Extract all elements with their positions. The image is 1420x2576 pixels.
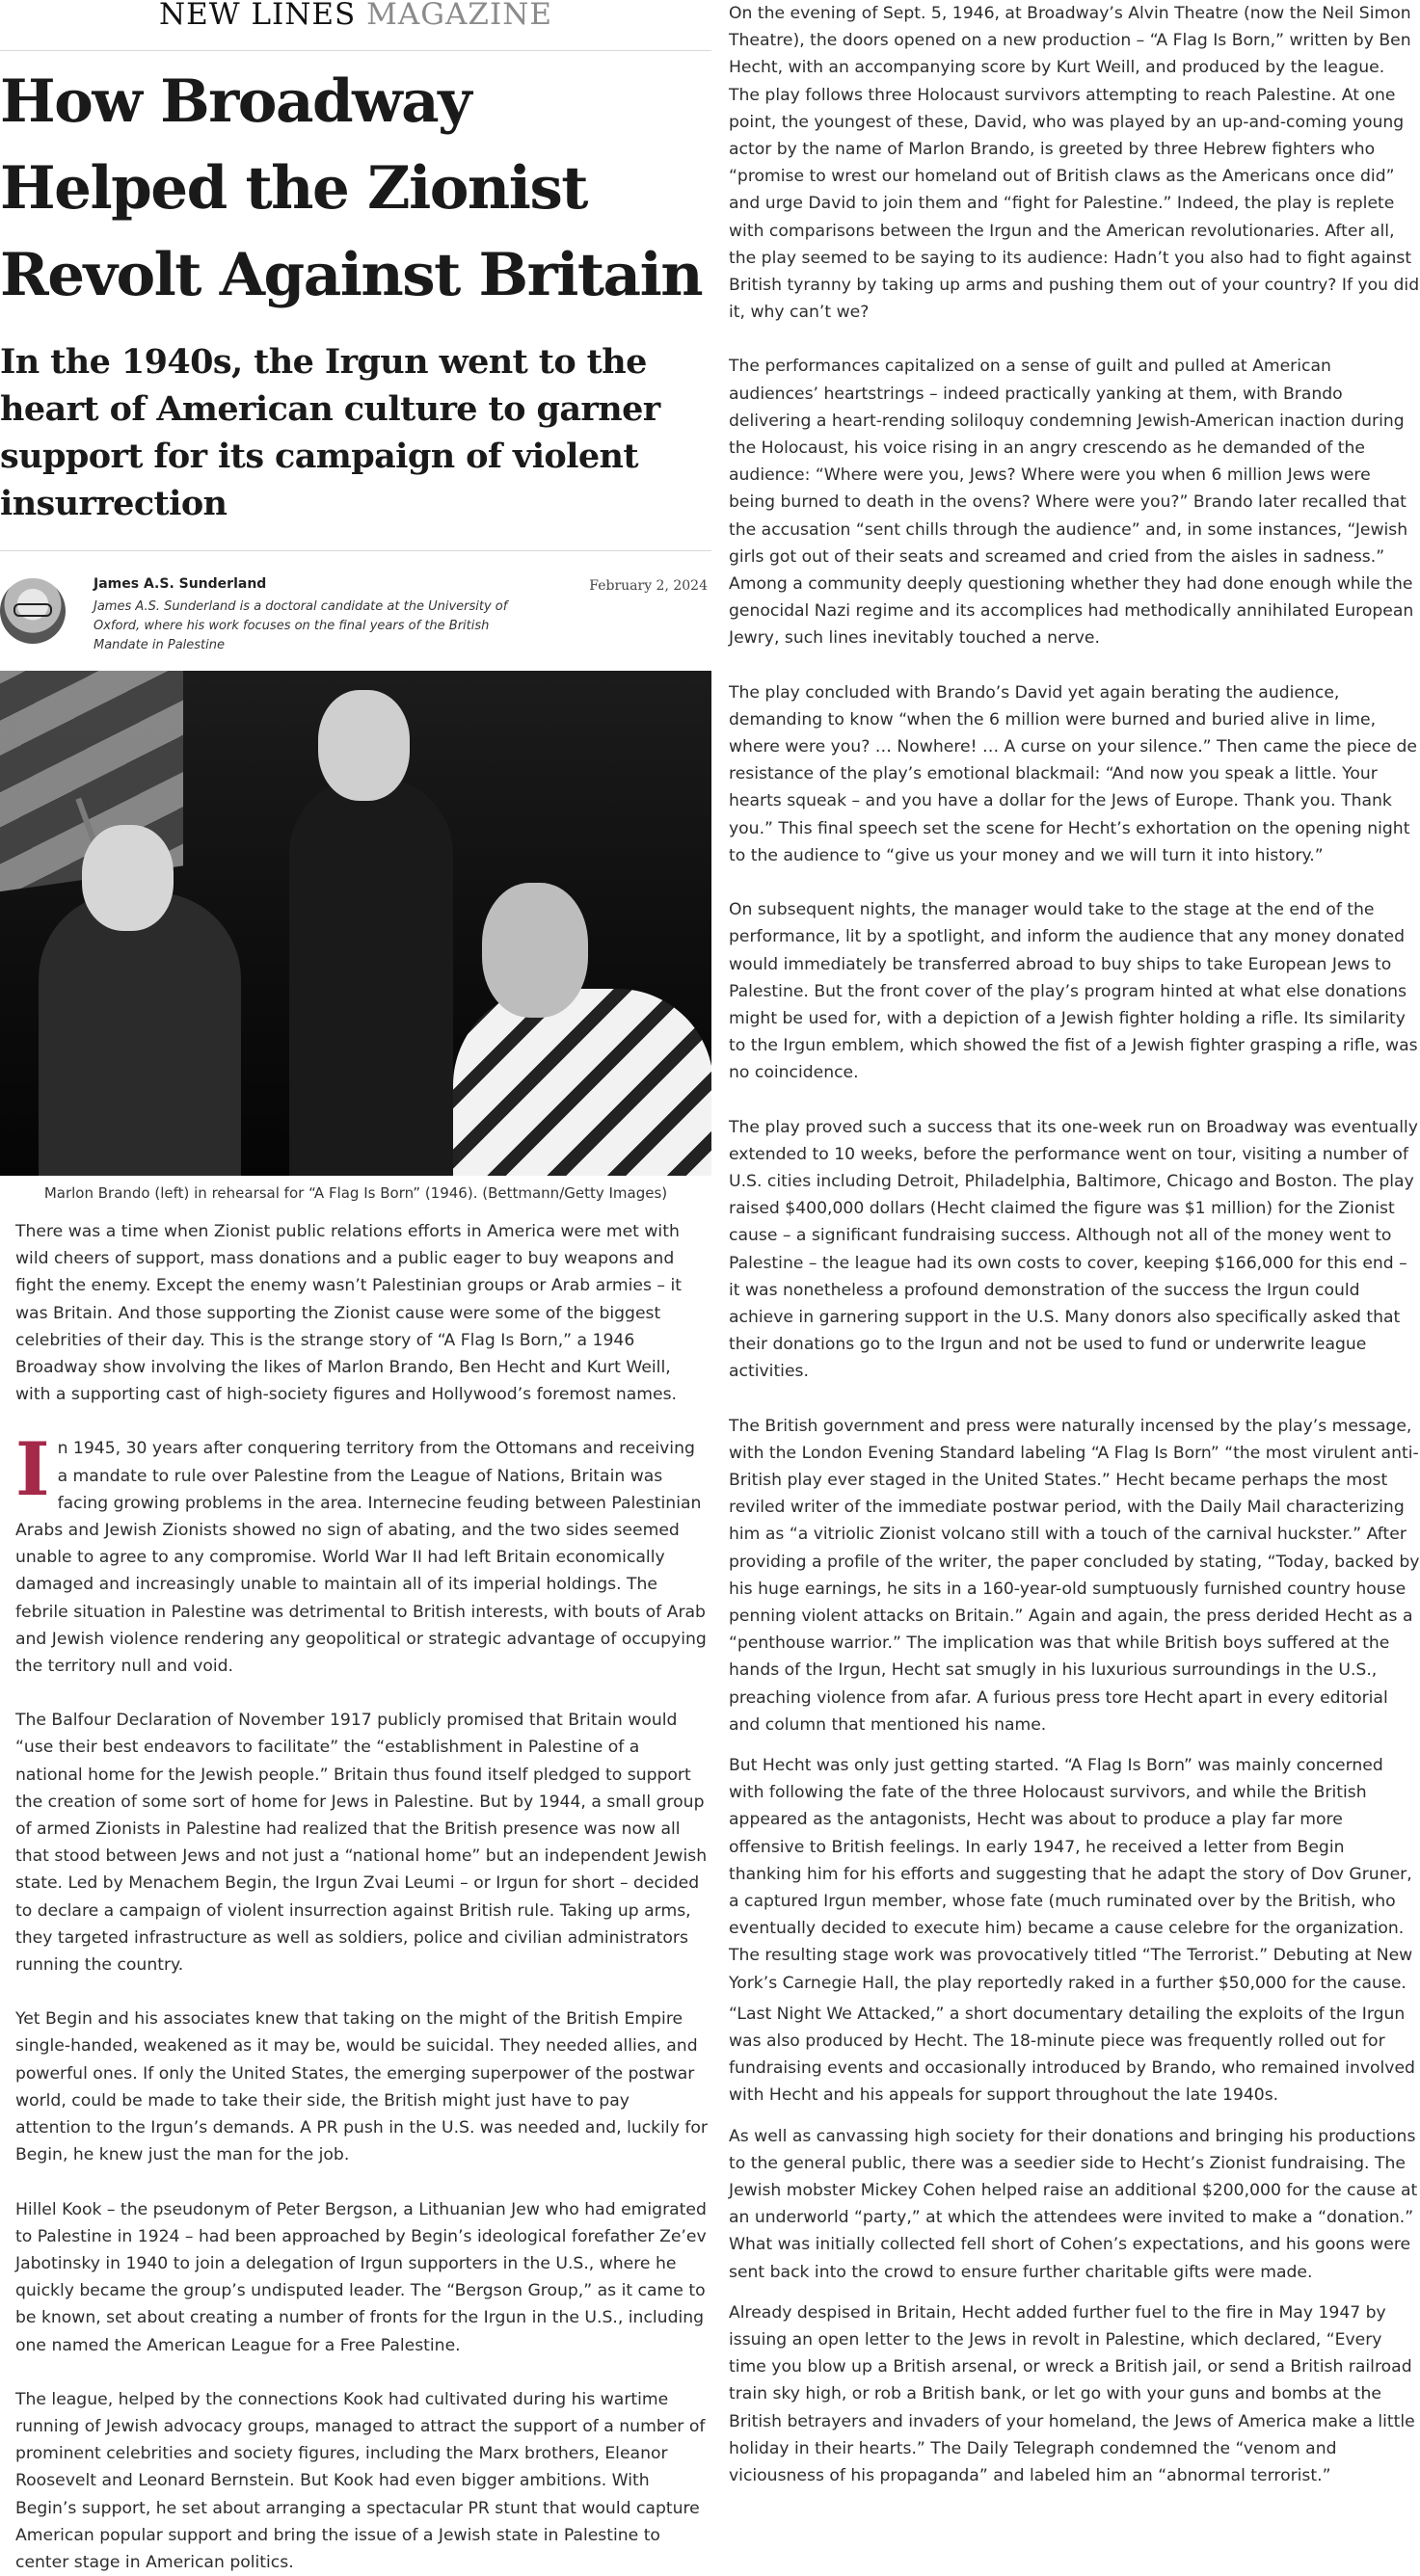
masthead-logo-part1: NEW LINES	[159, 0, 357, 32]
body-paragraph: The league, helped by the connections Kook had cultivated during his wartime running of Jewish advocacy groups, managed to attract the support of a number of prominent celebrities and society figures, including the Marx brothers, Eleanor Roosevelt and Leonard Bernstein. But Kook had even bigger ambitions. With Begin’s support, he set about arranging a spectacular PR stunt that would capture American popular support and bring the issue of a Jewish state in Palestine to center stage in American politics.	[15, 2389, 706, 2572]
article-subtitle: In the 1940s, the Irgun went to the heart of American culture to garner support for its campaign of violent insurrection	[0, 342, 660, 523]
body-paragraph	[0, 1426, 711, 1680]
hero-photo	[0, 671, 711, 1176]
body-paragraph: Hillel Kook – the pseudonym of Peter Bergson, a Lithuanian Jew who had emigrated to Palestine in 1924 – had been approached by Begin’s ideological forefather Ze’ev Jabotinsky in 1940 to join a delegation of Irgun supporters in the U.S., where he quickly became the group’s undisputed leader. The “Bergson Group,” as it came to be known, set about creating a number of fronts for the Irgun in the U.S., including one named the American League for a Free Palestine.	[15, 2199, 707, 2355]
author-avatar[interactable]	[0, 578, 66, 644]
article-title: How Broadway Helped the Zionist Revolt Against Britain	[0, 67, 703, 309]
publish-date: February 2, 2024	[589, 578, 708, 594]
body-paragraph: On the evening of Sept. 5, 1946, at Broadway’s Alvin Theatre (now the Neil Simon Theatre), the doors opened on a new production – “A Flag Is Born,” written by Ben Hecht, with an accompanying score by Kurt Weill, and produced by the league. The play follows three Holocaust survivors attempting to reach Palestine. At one point, the youngest of these, David, who was played by an up-and-coming young actor by the name of Marlon Brando, is greeted by three Hebrew fighters who “promise to wrest our homeland out of British claws as the Americans once did” and urge David to join them and “fight for Palestine.” Indeed, the play is replete with comparisons between the Irgun and the American revolutionaries. After all, the play seemed to be saying to its audience: Hadn’t you also had to fight against British tyranny by taking up arms and pushing them out of your country? If you did it, why can’t we?	[729, 4, 1420, 323]
body-paragraph: Already despised in Britain, Hecht added further fuel to the fire in May 1947 by issuing an open letter to the Jews in revolt in Palestine, which declared, “Every time you blow up a British arsenal, or wreck a British jail, or send a British railroad train sky high, or rob a British bank, or let go with your guns and bombs at the British betrayers and invaders of your homeland, the Jews of America make a little holiday in their hearts.” The Daily Telegraph condemned the “venom and viciousness of his propaganda” and labeled him an “abnormal terrorist.”	[729, 2302, 1415, 2486]
body-paragraph: The play concluded with Brando’s David yet again berating the audience, demanding to know “when the 6 million were burned and buried alive in lime, where were you? … Nowhere! … A curse on your silence.” Then came the piece de resistance of the play’s emotional blackmail: “And now you speak a little. Your hearts squeak – and you have a dollar for the Jews of Europe. Thank you. Thank you.” This final speech set the scene for Hecht’s exhortation on the opening night to the audience to “give us your money and we will turn it into history.”	[729, 682, 1418, 865]
body-paragraph: The performances capitalized on a sense of guilt and pulled at American audiences’ heartstrings – indeed practically yanking at them, with Brando delivering a heart-rending soliloquy condemning Jewish-American inaction during the Holocaust, his voice rising in an angry crescendo as he demanded of the audience: “Where were you, Jews? Where were you when 6 million Jews were being burned to death in the ovens? Where were you?” Brando later recalled that the accusation “sent chills through the audience” and, in some instances, “Jewish girls got out of their seats and screamed and cried from the aisles in sadness.” Among a community deeply questioning whether they had done enough while the genocidal Nazi regime and its accomplices had methodically annihilated European Jewry, such lines inevitably touched a nerve.	[729, 357, 1414, 649]
body-paragraph: Yet Begin and his associates knew that taking on the might of the British Empire single-handed, weakened as it may be, would be suicidal. They needed allies, and powerful ones. If only the United States, the emerging superpower of the postwar world, could be made to take their side, the British might just have to pay attention to the Irgun’s demands. A PR push in the U.S. was needed and, luckily for Begin, he knew just the man for the job.	[15, 2009, 708, 2165]
byline	[0, 567, 711, 663]
author-name[interactable]: James A.S. Sunderland	[94, 576, 267, 592]
body-paragraph: The British government and press were naturally incensed by the play’s message, with the London Evening Standard labeling “A Flag Is Born” “the most virulent anti-British play ever staged in the United States.” Hecht became perhaps the most reviled writer of the immediate postwar period, with the Daily Mail characterizing him as “a vitriolic Zionist volcano still with a touch of the carnival huckster.” After providing a profile of the writer, the paper concluded by stating, “Today, backed by his huge earnings, he sits in a 160-year-old sumptuously furnished country house penning violent attacks on Britain.” Again and again, the press derided Hecht as a “penthouse warrior.” The implication was that while British boys suffered at the hands of the Irgun, Hecht sat smugly in his luxurious surroundings in the U.S., preaching violence from afar. A furious press tore Hecht apart in every editorial and column that mentioned his name.	[729, 1416, 1420, 1735]
photo-caption: Marlon Brando (left) in rehearsal for “A Flag Is Born” (1946). (Bettmann/Getty Images)	[43, 1184, 668, 1202]
divider	[0, 550, 711, 551]
body-paragraph: On subsequent nights, the manager would take to the stage at the end of the performance, lit by a spotlight, and inform the audience that any money donated would immediately be transferred abroad to buy ships to take European Jews to Palestine. But the front cover of the play’s program hinted at what else donations might be used for, with a depiction of a Jewish fighter holding a rifle. Its similarity to the Irgun emblem, which showed the fist of a Jewish fighter grasping a rifle, was no coincidence.	[729, 900, 1418, 1083]
drop-cap: I	[15, 1426, 50, 1513]
body-text: n 1945, 30 years after conquering territory from the Ottomans and receiving a mandate to rule over Palestine from the League of Nations, Britain was facing growing problems in the area. Internecine feuding between Palestinian Arabs and Jewish Zionists showed no sign of abating, and the two sides seemed unable to agree to any compromise. World War II had left Britain economically damaged and increasingly unable to maintain all of its imperial holdings. The febrile situation in Palestine was detrimental to British interests, with bouts of Arab and Jewish violence rendering any geopolitical or strategic advantage of occupying the territory null and void.	[15, 1439, 707, 1677]
body-paragraph: But Hecht was only just getting started. “A Flag Is Born” was mainly concerned with following the fate of the three Holocaust survivors, and while the British appeared as the antagonists, Hecht was about to produce a play far more offensive to British feelings. In early 1947, he received a letter from Begin thanking him for his efforts and suggesting that he adapt the story of Dov Gruner, a captured Irgun member, whose fate (much ruminated over by the British, who eventually decided to execute him) became a cause celebre for the organization. The resulting stage work was provocatively titled “The Terrorist.” Debuting at New York’s Carnegie Hall, the play reportedly raked in a further $50,000 for the cause.	[729, 1755, 1413, 1993]
masthead-logo-part2: MAGAZINE	[366, 0, 552, 32]
body-paragraph: The play proved such a success that its one-week run on Broadway was eventually extended to 10 weeks, before the performance went on tour, visiting a number of U.S. cities including Detroit, Philadelphia, Baltimore, Chicago and Boston. The play raised $400,000 dollars (Hecht claimed the figure was $1 million) for the Zionist cause – a significant fundraising success. Although not all of the money went to Palestine – the league had its own costs to cover, keeping $166,000 for this end – it was nonetheless a profound demonstration of the success the Irgun could achieve in garnering support in the U.S. Many donors also specifically asked that their donations go to the Irgun and not be used to fund or underwrite league activities.	[729, 1117, 1418, 1382]
author-bio: James A.S. Sunderland is a doctoral candidate at the University of Oxford, where his work focuses on the final years of the British Mandate in Palestine	[94, 599, 508, 652]
masthead-logo[interactable]	[0, 0, 711, 51]
lead-paragraph: There was a time when Zionist public relations efforts in America were met with wild cheers of support, mass donations and a public eager to buy weapons and fight the enemy. Except the enemy wasn’t Palestinian groups or Arab armies – it was Britain. And those supporting the Zionist cause were some of the biggest celebrities of their day. This is the strange story of “A Flag Is Born,” a 1946 Broadway show involving the likes of Marlon Brando, Ben Hecht and Kurt Weill, with a supporting cast of high-society figures and Hollywood’s foremost names.	[15, 1222, 682, 1405]
body-paragraph: “Last Night We Attacked,” a short documentary detailing the exploits of the Irgun was also produced by Hecht. The 18-minute piece was frequently rolled out for fundraising events and occasionally introduced by Brando, who remained involved with Hecht and his appeals for support throughout the late 1940s.	[729, 2004, 1415, 2106]
body-paragraph: The Balfour Declaration of November 1917 publicly promised that Britain would “use their best endeavors to facilitate” the “establishment in Palestine of a national home for the Jewish people.” Britain thus found itself pledged to support the creation of some sort of home for Jews in Palestine. But by 1944, a small group of armed Zionists in Palestine had realized that the British presence was now all that stood between Jews and not just a “national home” but an independent Jewish state. Led by Menachem Begin, the Irgun Zvai Leumi – or Irgun for short – decided to declare a campaign of violent insurrection against British rule. Taking up arms, they targeted infrastructure as well as soldiers, police and civilian administrators running the country.	[15, 1711, 708, 1976]
right-column	[729, 0, 1420, 2489]
body-paragraph: As well as canvassing high society for their donations and bringing his productions to the general public, there was a seedier side to Hecht’s Zionist fundraising. The Jewish mobster Mickey Cohen helped raise an additional $200,000 for the cause at an underworld “party,” at which the attendees were invited to make a “donation.” What was initially collected fell short of Cohen’s expectations, and his goons were sent back into the crowd to ensure further charitable gifts were made.	[729, 2126, 1418, 2282]
